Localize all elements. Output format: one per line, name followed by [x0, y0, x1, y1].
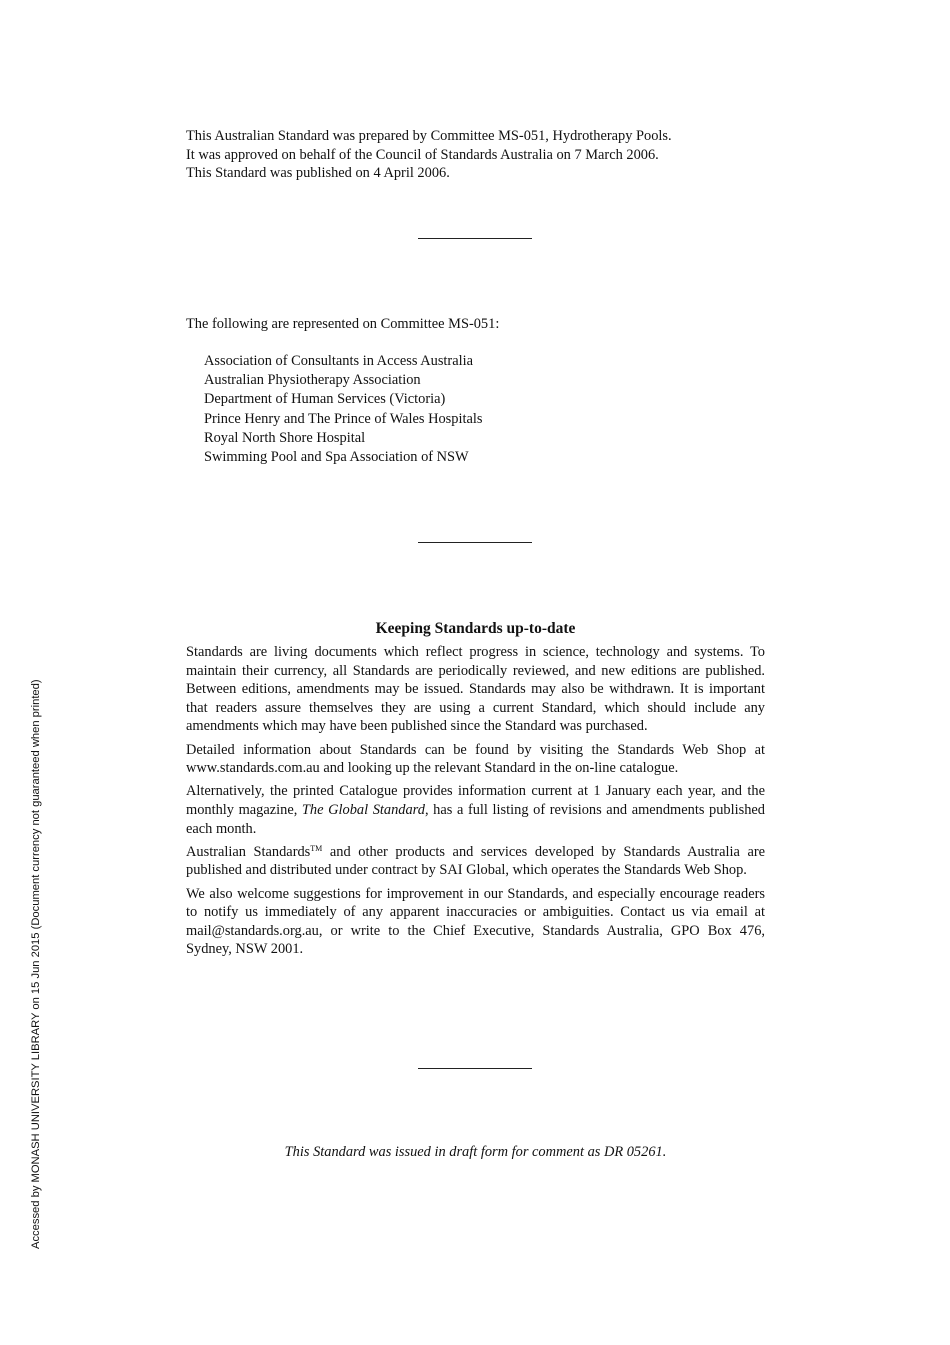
divider-rule [418, 1068, 532, 1069]
paragraph-catalogue [186, 782, 765, 838]
magazine-title: The Global Standard [301, 801, 425, 818]
divider-rule [418, 238, 532, 239]
list-item: Royal North Shore Hospital [204, 429, 366, 446]
draft-note: This Standard was issued in draft form for comment as DR 05261. [284, 1144, 667, 1160]
list-item: Association of Consultants in Access Australia [204, 353, 473, 369]
committee-lead-text: The following are represented on Committee MS-051: [186, 316, 500, 332]
prepared-by-line: This Australian Standard was prepared by Committee MS-051, Hydrotherapy Pools. [186, 128, 672, 144]
sai-text-start: Australian Standards [186, 843, 311, 860]
list-item: Australian Physiotherapy Association [204, 372, 421, 389]
list-item: Department of Human Services (Victoria) [204, 391, 446, 408]
catalogue-text-start: Alternatively, the printed Catalogue provides information current at 1 January each year, and the monthly magazine, [186, 783, 765, 818]
paragraph-living-documents: Standards are living documents which reflect progress in science, technology and systems. To maintain their currency, all Standards are periodically reviewed, and new editions are published. Between editions, amendments may be issued. Standards may also be withdrawn. It is important that readers assure themselves they are using a current Standard, which should include any amendments which may have been published since the Standard was purchased. [186, 644, 765, 735]
paragraph-sai-global [186, 843, 765, 880]
section-heading: Keeping Standards up-to-date [375, 620, 576, 637]
paragraph-web-shop: Detailed information about Standards can be found by visiting the Standards Web Shop at www.standards.com.au and looking up the relevant Standard in the on-line catalogue. [186, 741, 765, 777]
list-item: Swimming Pool and Spa Association of NSW [204, 449, 469, 466]
keeping-up-to-date-body [186, 643, 765, 963]
divider-rule [418, 542, 532, 543]
publication-info [186, 127, 765, 183]
trademark-mark: TM [310, 843, 323, 853]
committee-organisation-list [204, 352, 764, 467]
sai-text-end: and other products and services developed by Standards Australia are published and distributed under contract by SAI Global, which operates the Standards Web Shop. [186, 843, 766, 879]
list-item: Prince Henry and The Prince of Wales Hospitals [204, 410, 483, 427]
published-line: This Standard was published on 4 April 2006. [186, 165, 450, 182]
catalogue-text-end: , has a full listing of revisions and amendments published each month. [186, 801, 765, 837]
access-watermark: Accessed by MONASH UNIVERSITY LIBRARY on 15 Jun 2015 (Document currency not guaranteed when printed) [30, 679, 42, 1249]
approved-line: It was approved on behalf of the Council of Standards Australia on 7 March 2006. [186, 146, 659, 163]
paragraph-suggestions: We also welcome suggestions for improvement in our Standards, and especially encourage readers to notify us immediately of any apparent inaccuracies or ambiguities. Contact us via email at mail@standards.org.au, or write to the Chief Executive, Standards Australia, GPO Box 476, Sydney, NSW 2001. [186, 885, 765, 958]
